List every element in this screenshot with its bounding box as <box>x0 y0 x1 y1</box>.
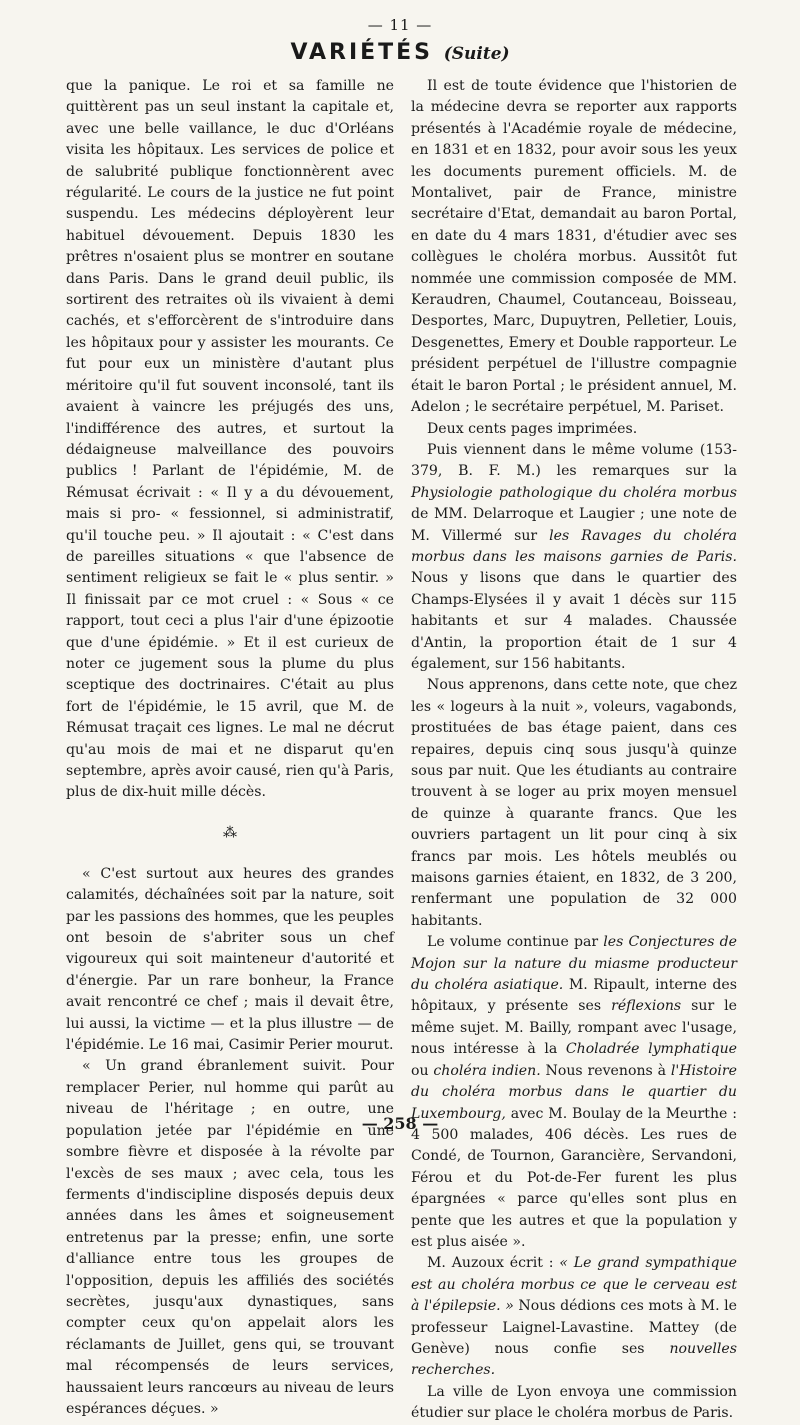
left-paragraph-3: « Un grand ébranlement suivit. Pour remplacer Perier, nul homme qui parût au niveau de l'héritage ; en outre, une population jetée par l'épidémie en une sombre fièvre et disposée à la révolte par l'excès de ses maux ; avec cela, tous les ferments d'indiscipline disposés depuis deux années dans les âmes et soigneusement entretenus par la presse; enfin, une sorte d'alliance entre tous les groupes de l'opposition, depuis les affiliés des sociétés secrètes, jusqu'aux dynastiques, sans compter ceux qu'on appelait alors les réclamants de Juillet, gens qui, se trouvant mal récompensés de leurs services, haussaient leurs rancœurs au niveau de leurs espérances déçues. » <box>66 1058 394 1417</box>
text-run: sur le même sujet. M. Bailly, rompant avec l'usage, nous intéresse à la <box>411 998 737 1058</box>
text-run: M. Auzoux écrit : <box>427 1255 560 1272</box>
right-column <box>411 76 737 1425</box>
text-run: Nous dédions ces mots à M. le professeur Laignel-Lavastine. Mattey (de Genève) nous confie ses <box>411 1298 737 1357</box>
running-head: — 11 — <box>367 16 433 34</box>
asterism-separator: ⁂ <box>223 824 237 841</box>
italic-title: choléra indien. <box>433 1062 541 1079</box>
italic-title: Physiologie pathologique du choléra morbus <box>411 484 737 501</box>
right-paragraph-2: Deux cents pages imprimées. <box>427 420 638 437</box>
text-run: Puis viennent dans le même volume (153-379, B. F. M.) les remarques sur la <box>411 441 737 480</box>
section-title <box>0 40 800 65</box>
right-paragraph-4: Nous apprenons, dans cette note, que chez les « logeurs à la nuit », voleurs, vagabonds, prostituées de bas étage paient, dans ces repaires, depuis cinq sous jusqu'à quinze sous par nuit. Que les étudiants au contraire trouvent à se loger au prix moyen mensuel de quinze à quarante francs. Que les ouvriers partagent un lit pour cinq à six francs par mois. Les hôtels meublés ou maisons garnies étaient, en 1832, de 3 200, renfermant une population de 32 000 habitants. <box>411 677 737 929</box>
text-run: M. Ripault, interne des hôpitaux, y présente ses <box>411 977 737 1015</box>
italic-title: les Conjectures de Mojon sur la nature du miasme producteur du choléra asiatique. <box>411 934 738 994</box>
text-run: ou <box>411 1062 434 1079</box>
italic-title: réflexions <box>611 998 682 1015</box>
italic-title: l'Histoire du choléra morbus dans le quartier du Luxembourg, <box>411 1062 737 1122</box>
page-number: — 258 — <box>361 1114 439 1133</box>
right-paragraph-5 <box>411 932 737 1253</box>
right-paragraph-6 <box>411 1253 737 1381</box>
text-run: de MM. Delarroque et Laugier ; une note de M. Villermé sur <box>411 506 737 544</box>
right-paragraph-1: Il est de toute évidence que l'historien de la médecine devra se reporter aux rapports présentés à l'Académie royale de médecine, en 1831 et en 1832, pour avoir sous les yeux les documents purement officiels. M. de Montalivet, pair de France, ministre secrétaire d'Etat, demandait au baron Portal, en date du 4 mars 1831, d'étudier avec ses collègues le choléra morbus. Aussitôt fut nommée une commission composée de MM. Keraudren, Chaumel, Coutanceau, Boisseau, Desportes, Marc, Dupuytren, Pelletier, Louis, Desgenettes, Emery et Double rapporteur. Le président perpétuel de l'illustre compagnie était le baron Portal ; le président annuel, M. Adelon ; le secrétaire perpétuel, M. Pariset. <box>411 78 737 416</box>
right-paragraph-3 <box>411 440 737 675</box>
right-paragraph-7: La ville de Lyon envoya une commission étudier sur place le choléra morbus de Paris. <box>411 1383 737 1422</box>
text-run: Le volume continue par <box>427 934 604 951</box>
text-run: Nous revenons à <box>540 1062 671 1079</box>
text-run: avec M. Boulay de la Meurthe : 4 500 malades, 406 décès. Les rues de Condé, de Tournon, Garancière, Servandoni, Férou et du Pot-de-Fer furent les plus épargnées « parce qu'elles sont plus en pente que les autres et que la population y est plus aisée ». <box>411 1105 737 1250</box>
left-column <box>66 76 394 1420</box>
italic-quote: « Le grand sympathique est au choléra morbus ce que le cerveau est à l'épilepsie. » <box>411 1255 737 1315</box>
left-paragraph-2: « C'est surtout aux heures des grandes calamités, déchaînées soit par la nature, soit par les passions des hommes, que les peuples ont besoin de s'abriter sous un chef vigoureux qui soit mainteneur d'autorité et d'énergie. Par un rare bonheur, la France avait rencontré ce chef ; mais il devait être, lui aussi, la victime — et la plus illustre — de l'épidémie. Le 16 mai, Casimir Perier mourut. <box>66 865 394 1054</box>
italic-title: les Ravages du choléra morbus dans les maisons garnies de Paris. <box>411 527 737 565</box>
section-title-text: VARIÉTÉS <box>290 40 434 65</box>
text-run: Nous y lisons que dans le quartier des Champs-Elysées il y avait 1 décès sur 115 habitants et sur 4 malades. Chaussée d'Antin, la proportion était de 1 sur 4 également, sur 156 habitants. <box>411 570 737 672</box>
italic-title: nouvelles recherches. <box>411 1340 737 1379</box>
left-paragraph-1: que la panique. Le roi et sa famille ne quittèrent pas un seul instant la capitale et, avec une belle vaillance, le duc d'Orléans visita les hôpitaux. Les services de police et de salubrité publique fonctionnèrent avec régularité. Le cours de la justice ne fut point suspendu. Les médecins déployèrent leur habituel dévouement. Depuis 1830 les prêtres n'osaient plus se montrer en soutane dans Paris. Dans le grand deuil public, ils sortirent des retraites où ils vivaient à demi cachés, et s'efforcèrent de s'introduire dans les hôpitaux pour y assister les mourants. Ce fut pour eux un ministère d'autant plus méritoire qu'il fut souvent inconsolé, tant ils avaient à vaincre les préjugés des uns, l'indifférence des autres, et surtout la dédaigneuse malveillance des pouvoirs publics ! Parlant de l'épidémie, M. de Rémusat écrivait : « Il y a du dévouement, mais si pro- « fessionnel, si administratif, qu'il touche peu. » Il ajoutait : « C'est dans de pareilles situations « que l'absence de sentiment religieux se fait le « plus sentir. » Il finissait par ce mot cruel : « Sous « ce rapport, tout ceci a plus l'air d'une épizootie que d'une épidémie. » Et il est curieux de noter ce jugement sous la plume du plus sceptique des doctrinaires. C'était au plus fort de l'épidémie, le 15 avril, que M. de Rémusat traçait ces lignes. Le mal ne décrut qu'au mois de mai et ne disparut qu'en septembre, après avoir causé, rien qu'à Paris, plus de dix-huit mille décès. <box>66 78 394 801</box>
italic-title: Choladrée lymphatique <box>565 1041 738 1058</box>
section-subtitle: (Suite) <box>443 44 510 64</box>
